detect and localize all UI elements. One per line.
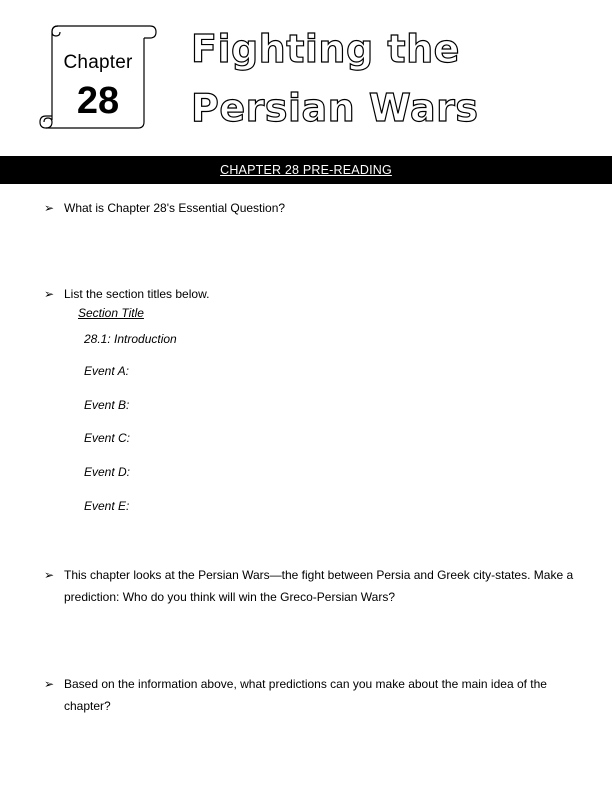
badge-chapter-word: Chapter [63, 52, 133, 73]
section-item: Event A: [84, 364, 129, 378]
question-text: This chapter looks at the Persian Wars—the fight between Persia and Greek city-states. Make a prediction: Who do you think will win the Greco-Persian Wars? [64, 568, 574, 604]
section-item: 28.1: Introduction [84, 332, 177, 346]
bullet-arrow-icon: ➢ [44, 677, 55, 691]
question-4 [44, 673, 584, 717]
question-2 [44, 283, 584, 305]
question-text: List the section titles below. [64, 287, 210, 301]
bullet-arrow-icon: ➢ [44, 568, 55, 582]
title-line-1: Fighting the [191, 27, 460, 71]
bullet-arrow-icon: ➢ [44, 287, 55, 301]
title-line-2: Persian Wars [191, 86, 479, 130]
question-text: What is Chapter 28's Essential Question? [64, 201, 286, 215]
badge-chapter-number: 28 [76, 80, 120, 122]
section-item: Event C: [84, 431, 131, 445]
chapter-badge [38, 24, 158, 132]
question-1 [44, 197, 584, 219]
pre-reading-banner [0, 156, 612, 184]
bullet-arrow-icon: ➢ [44, 201, 55, 215]
question-text: Based on the information above, what predictions can you make about the main idea of the chapter? [64, 677, 547, 713]
section-item: Event D: [84, 465, 131, 479]
question-3 [44, 564, 584, 608]
section-title-header: Section Title [78, 306, 144, 320]
banner-text: CHAPTER 28 PRE-READING [220, 163, 392, 177]
section-item: Event E: [84, 499, 130, 513]
section-item: Event B: [84, 398, 130, 412]
